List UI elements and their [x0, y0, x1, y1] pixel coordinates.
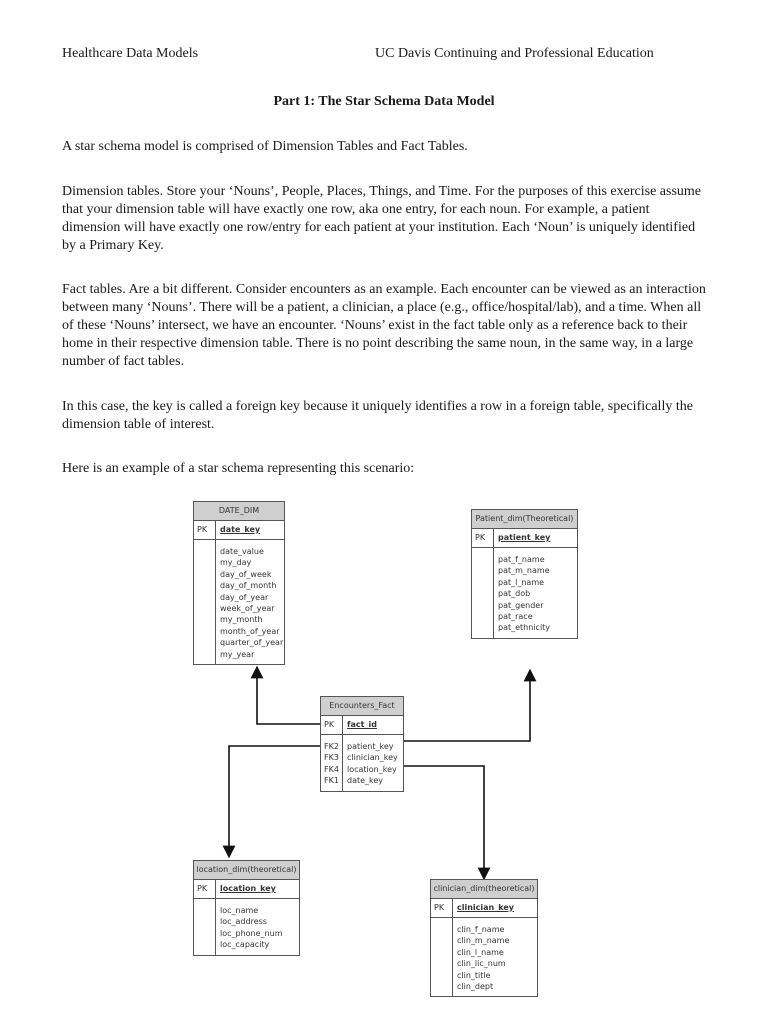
connector-fact-to-patient: [404, 675, 530, 741]
connector-fact-to-clinician: [404, 766, 484, 874]
table-header-clinician-dim: clinician_dim(theoretical): [431, 880, 537, 899]
pk-row-location-dim: [194, 880, 299, 899]
pk-label: PK: [321, 716, 343, 734]
paragraph-fact-tables: Fact tables. Are a bit different. Consider encounters as an example. Each encounter can be viewed as an interaction between many ‘Nouns’. There will be a patient, a clinician, a place (e.g., office/hospital/lab), and a time. When all of these ‘Nouns’ intersect, we have an encounter. ‘Nouns’ exist in the fact table only as a reference back to their home in their respective dimension table. There is no point describing the same noun, in the same way, in a large number of fact tables.: [62, 282, 706, 369]
paragraph-foreign-key: In this case, the key is called a foreign key because it uniquely identifies a row in a foreign table, specifically the dimension table of interest.: [62, 399, 693, 432]
field-pat-ethnicity: pat_ethnicity: [498, 623, 551, 633]
field-clin-f-name: clin_f_name: [457, 925, 505, 934]
field-loc-name: loc_name: [220, 906, 259, 915]
paragraph-example-intro: Here is an example of a star schema representing this scenario:: [62, 461, 415, 476]
pk-row-date-dim: [194, 521, 284, 540]
field-pat-l-name: pat_l_name: [498, 577, 545, 587]
table-header-patient-dim: Patient_dim(Theoretical): [472, 510, 577, 529]
field-fk-clinician-key: clinician_key: [347, 753, 398, 763]
field-loc-capacity: loc_capacity: [220, 940, 270, 950]
field-my-month: my_month: [220, 615, 263, 625]
pk-field-fact-id: fact_id: [347, 720, 377, 729]
pk-label: PK: [431, 899, 453, 917]
table-header-location-dim: location_dim(theoretical): [194, 861, 299, 880]
pk-field-clinician-key: clinician_key: [457, 903, 514, 912]
field-quarter-of-year: quarter_of_year: [220, 638, 284, 648]
table-header-date-dim: DATE_DIM: [194, 502, 284, 521]
fields-clinician-dim: [431, 918, 537, 996]
pk-label: PK: [472, 529, 494, 547]
field-clin-title: clin_title: [457, 970, 491, 980]
pk-field-date-key: date_key: [220, 525, 261, 534]
field-day-of-month: day_of_month: [220, 581, 277, 591]
header-right: UC Davis Continuing and Professional Education: [375, 46, 654, 61]
field-day-of-week: day_of_week: [220, 569, 272, 579]
table-header-encounters-fact: Encounters_Fact: [321, 697, 403, 716]
table-clinician-dim: [430, 879, 538, 997]
field-date-value: date_value: [220, 547, 264, 556]
table-encounters-fact: [320, 696, 404, 792]
pk-label: PK: [194, 880, 216, 898]
header-left: Healthcare Data Models: [62, 46, 199, 61]
fk-label-1: FK1: [324, 776, 339, 786]
fk-label-2: FK2: [324, 742, 339, 751]
field-month-of-year: month_of_year: [220, 626, 280, 636]
field-fk-date-key: date_key: [347, 776, 384, 786]
table-date-dim: [193, 501, 285, 665]
pk-row-clinician-dim: [431, 899, 537, 918]
pk-field-location-key: location_key: [220, 884, 276, 893]
field-loc-phone-num: loc_phone_num: [220, 928, 283, 938]
field-day-of-year: day_of_year: [220, 592, 269, 602]
fk-label-3: FK3: [324, 753, 339, 763]
connector-fact-to-location: [229, 746, 320, 852]
paragraph-dimension-tables: Dimension tables. Store your ‘Nouns’, People, Places, Things, and Time. For the purposes of this exercise assume that your dimension table will have exactly one row, aka one entry, for each noun. For example, a patient dimension will have exactly one row/entry for each patient at your institution. Each ‘Noun’ is uniquely identified by a Primary Key.: [62, 184, 701, 253]
field-pat-f-name: pat_f_name: [498, 555, 545, 564]
field-fk-patient-key: patient_key: [347, 742, 394, 751]
field-loc-address: loc_address: [220, 917, 267, 927]
field-clin-dept: clin_dept: [457, 981, 494, 991]
paragraph-intro: A star schema model is comprised of Dimension Tables and Fact Tables.: [62, 139, 468, 154]
section-title: Part 1: The Star Schema Data Model: [273, 94, 495, 109]
fields-location-dim: [194, 899, 299, 955]
fields-patient-dim: [472, 548, 577, 638]
field-my-year: my_year: [220, 649, 255, 659]
field-clin-lic-num: clin_lic_num: [457, 959, 506, 969]
field-my-day: my_day: [220, 558, 252, 568]
fields-date-dim: [194, 540, 284, 664]
field-clin-m-name: clin_m_name: [457, 936, 510, 946]
field-week-of-year: week_of_year: [220, 603, 275, 613]
table-location-dim: [193, 860, 300, 956]
pk-label: PK: [194, 521, 216, 539]
pk-field-patient-key: patient_key: [498, 533, 551, 542]
connector-fact-to-date: [257, 672, 320, 724]
field-pat-race: pat_race: [498, 611, 533, 621]
field-pat-gender: pat_gender: [498, 600, 544, 610]
field-pat-m-name: pat_m_name: [498, 566, 550, 576]
table-patient-dim: [471, 509, 578, 639]
field-clin-l-name: clin_l_name: [457, 947, 504, 957]
fields-encounters-fact: [321, 735, 403, 791]
fk-label-4: FK4: [324, 764, 339, 774]
pk-row-patient-dim: [472, 529, 577, 548]
pk-row-encounters-fact: [321, 716, 403, 735]
field-pat-dob: pat_dob: [498, 589, 531, 599]
field-fk-location-key: location_key: [347, 764, 397, 774]
